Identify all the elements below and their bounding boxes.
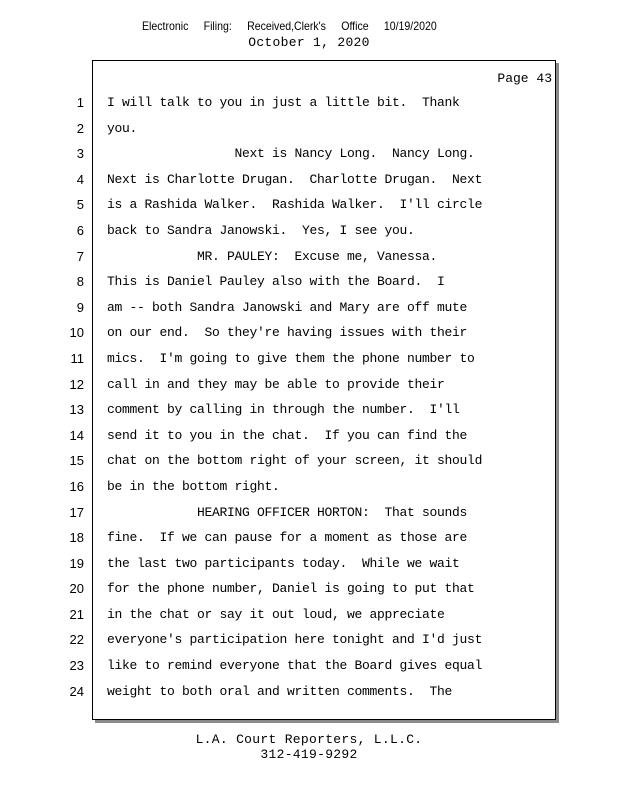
transcript-line: everyone's participation here tonight and I'd just: [107, 632, 483, 648]
court-reporter-name: L.A. Court Reporters, L.L.C.: [195, 732, 423, 747]
transcript-line: for the phone number, Daniel is going to put that: [107, 581, 475, 597]
filing-stamp-word: 10/19/2020: [383, 19, 437, 33]
line-number: 5: [76, 197, 84, 213]
transcript-line: you.: [107, 120, 138, 136]
line-number-column: [60, 90, 84, 704]
line-number: 8: [76, 274, 84, 290]
transcript-line: This is Daniel Pauley also with the Board. I: [107, 274, 445, 290]
line-number: 9: [76, 299, 84, 315]
line-number: 14: [69, 427, 84, 443]
transcript-line: am -- both Sandra Janowski and Mary are off mute: [107, 299, 468, 315]
transcript-line: on our end. So they're having issues with their: [107, 325, 468, 341]
transcript-line: be in the bottom right.: [107, 478, 280, 494]
line-number: 7: [76, 248, 84, 264]
page-number: Page 43: [497, 71, 552, 86]
line-number: 20: [69, 581, 84, 597]
transcript-line: in the chat or say it out loud, we appreciate: [107, 606, 445, 622]
transcript-line: fine. If we can pause for a moment as those are: [107, 530, 468, 546]
line-number: 24: [69, 683, 84, 699]
filing-stamp-word: Filing:: [203, 19, 232, 33]
transcript-line: like to remind everyone that the Board gives equal: [107, 658, 483, 674]
line-number: 19: [69, 555, 84, 571]
transcript-line: I will talk to you in just a little bit. Thank: [107, 95, 460, 110]
line-number: 12: [69, 376, 84, 392]
transcript-line: HEARING OFFICER HORTON: That sounds: [107, 504, 468, 520]
court-reporter-phone: 312-419-9292: [260, 747, 358, 762]
filing-stamp-word: Office: [341, 19, 369, 33]
line-number: 22: [69, 632, 84, 648]
transcript-line: is a Rashida Walker. Rashida Walker. I'll circle: [107, 197, 483, 213]
line-number: 2: [76, 120, 84, 136]
transcript-line: Next is Charlotte Drugan. Charlotte Drugan. Next: [107, 171, 483, 187]
line-number: 17: [69, 504, 84, 520]
transcript-line: the last two participants today. While we wait: [107, 555, 460, 571]
line-number: 11: [70, 350, 84, 366]
transcript-line: chat on the bottom right of your screen, it should: [107, 453, 483, 469]
transcript-line: MR. PAULEY: Excuse me, Vanessa.: [107, 248, 438, 264]
line-number: 16: [69, 478, 84, 494]
line-number: 10: [69, 325, 84, 341]
line-number: 15: [69, 453, 84, 469]
transcript-date: October 1, 2020: [248, 35, 370, 50]
line-number: 6: [76, 222, 84, 238]
line-number: 21: [69, 606, 84, 622]
transcript-line: back to Sandra Janowski. Yes, I see you.: [107, 222, 415, 238]
transcript-line: comment by calling in through the number. I'll: [107, 402, 460, 418]
line-number: 4: [76, 171, 84, 187]
line-number: 23: [69, 658, 84, 674]
transcript-line: send it to you in the chat. If you can find the: [107, 427, 468, 443]
transcript-line: weight to both oral and written comments. The: [107, 683, 453, 699]
electronic-filing-stamp: [142, 19, 437, 33]
line-number: 13: [69, 402, 84, 418]
filing-stamp-word: Electronic: [142, 19, 189, 33]
transcript-line: mics. I'm going to give them the phone number to: [107, 350, 475, 366]
line-number: 1: [76, 95, 84, 110]
transcript-line: call in and they may be able to provide their: [107, 376, 445, 392]
transcript-body: [107, 90, 547, 704]
line-number: 18: [69, 530, 84, 546]
filing-stamp-word: Received,Clerk's: [247, 19, 326, 33]
transcript-line: Next is Nancy Long. Nancy Long.: [107, 146, 475, 162]
line-number: 3: [76, 146, 84, 162]
